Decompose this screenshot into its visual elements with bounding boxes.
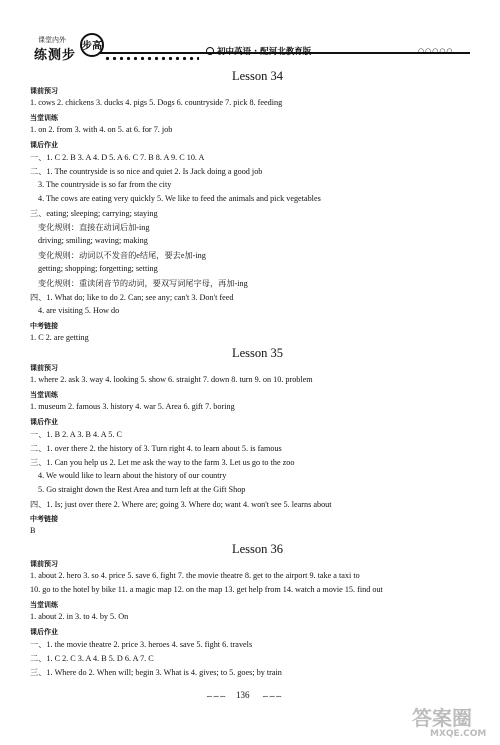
- answer-line: 4. The cows are eating very quickly 5. We like to feed the animals and pick vegetables: [38, 194, 321, 203]
- edition-label: [206, 45, 311, 57]
- answer-line: 4. are visiting 5. How do: [38, 306, 120, 315]
- watermark-url: MXQE.COM: [430, 729, 487, 739]
- answer-line: 1. about 2. hero 3. so 4. price 5. save 6. fight 7. the movie theatre 8. get to the airport 9. take a taxi to: [30, 571, 360, 580]
- answer-line: 三、1. Can you help us 2. Let me ask the way to the farm 3. Let us go to the zoo: [30, 458, 295, 467]
- answer-line: 10. go to the hotel by bike 11. a magic map 12. on the map 13. get help from 14. watch a movie 15. find out: [30, 585, 383, 594]
- edition-text: 初中英语 · 配河北教育版: [217, 47, 312, 57]
- answer-line: 三、1. Where do 2. When will; begin 3. What is 4. gives; to 5. goes; by train: [30, 668, 282, 677]
- footer-ornament-left: ∽∽∽: [206, 692, 227, 701]
- page-number: 136: [236, 690, 250, 700]
- answer-line: 3. The countryside is so far from the city: [38, 180, 172, 189]
- decorative-circles: ○○○○○: [418, 47, 454, 55]
- section-heading: 当堂训练: [30, 601, 58, 609]
- answer-line: 1. where 2. ask 3. way 4. looking 5. show 6. straight 7. down 8. turn 9. on 10. problem: [30, 375, 313, 384]
- answer-line: 变化规则：动词以不发音的e结尾，要去e加-ing: [38, 251, 206, 260]
- answer-line: 三、eating; sleeping; carrying; staying: [30, 209, 158, 218]
- answer-line: 一、1. the movie theatre 2. price 3. heroes 4. save 5. fight 6. travels: [30, 640, 253, 649]
- answer-line: 二、1. C 2. C 3. A 4. B 5. D 6. A 7. C: [30, 654, 154, 663]
- logo-main-text: 练测步: [34, 48, 77, 63]
- circle-icon: [206, 47, 214, 55]
- answer-line: 1. C 2. are getting: [30, 333, 89, 342]
- section-heading: 课前预习: [30, 364, 58, 372]
- answer-line: 1. on 2. from 3. with 4. on 5. at 6. for 7. job: [30, 125, 173, 134]
- section-heading: 中考链接: [30, 515, 58, 523]
- answer-line: 二、1. The countryside is so nice and quiet 2. Is Jack doing a good job: [30, 167, 263, 176]
- answer-line: 四、1. What do; like to do 2. Can; see any; can't 3. Don't feed: [30, 293, 234, 302]
- logo-top-text: 课堂内外: [38, 36, 66, 44]
- section-heading: 课前预习: [30, 560, 58, 568]
- lesson-title: Lesson 36: [232, 542, 284, 556]
- section-heading: 课后作业: [30, 418, 58, 426]
- answer-line: 一、1. C 2. B 3. A 4. D 5. A 6. C 7. B 8. A 9. C 10. A: [30, 153, 205, 162]
- answer-line: 四、1. Is; just over there 2. Where are; going 3. Where do; want 4. won't see 5. learns about: [30, 500, 332, 509]
- section-heading: 课后作业: [30, 628, 58, 636]
- section-heading: 中考链接: [30, 322, 58, 330]
- logo-badge: 步高: [80, 33, 104, 57]
- page-header: [0, 0, 500, 62]
- answer-line: 5. Go straight down the Rest Area and turn left at the Gift Shop: [38, 485, 246, 494]
- section-heading: 课后作业: [30, 141, 58, 149]
- lesson-title: Lesson 35: [232, 346, 284, 360]
- answer-line: 1. about 2. in 3. to 4. by 5. On: [30, 612, 129, 621]
- section-heading: 课前预习: [30, 87, 58, 95]
- answer-line: getting; shopping; forgetting; setting: [38, 264, 158, 273]
- watermark-logo: 答案圈: [412, 706, 472, 730]
- lesson-title: Lesson 34: [232, 69, 284, 83]
- answer-line: 1. cows 2. chickens 3. ducks 4. pigs 5. Dogs 6. countryside 7. pick 8. feeding: [30, 98, 283, 107]
- section-heading: 当堂训练: [30, 114, 58, 122]
- answer-line: 二、1. over there 2. the history of 3. Turn right 4. to learn about 5. is famous: [30, 444, 282, 453]
- section-heading: 当堂训练: [30, 391, 58, 399]
- footer-ornament-right: ∽∽∽: [262, 692, 283, 701]
- answer-line: driving; smiling; waving; making: [38, 236, 148, 245]
- answer-line: 变化规则：直接在动词后加-ing: [38, 223, 150, 232]
- answer-line: 变化规则：重读闭音节的动词，要双写词尾字母，再加-ing: [38, 279, 248, 288]
- answer-line: B: [30, 526, 36, 535]
- answer-line: 一、1. B 2. A 3. B 4. A 5. C: [30, 430, 122, 439]
- header-dots: [104, 56, 199, 61]
- answer-line: 1. museum 2. famous 3. history 4. war 5. Area 6. gift 7. boring: [30, 402, 235, 411]
- answer-line: 4. We would like to learn about the history of our country: [38, 471, 227, 480]
